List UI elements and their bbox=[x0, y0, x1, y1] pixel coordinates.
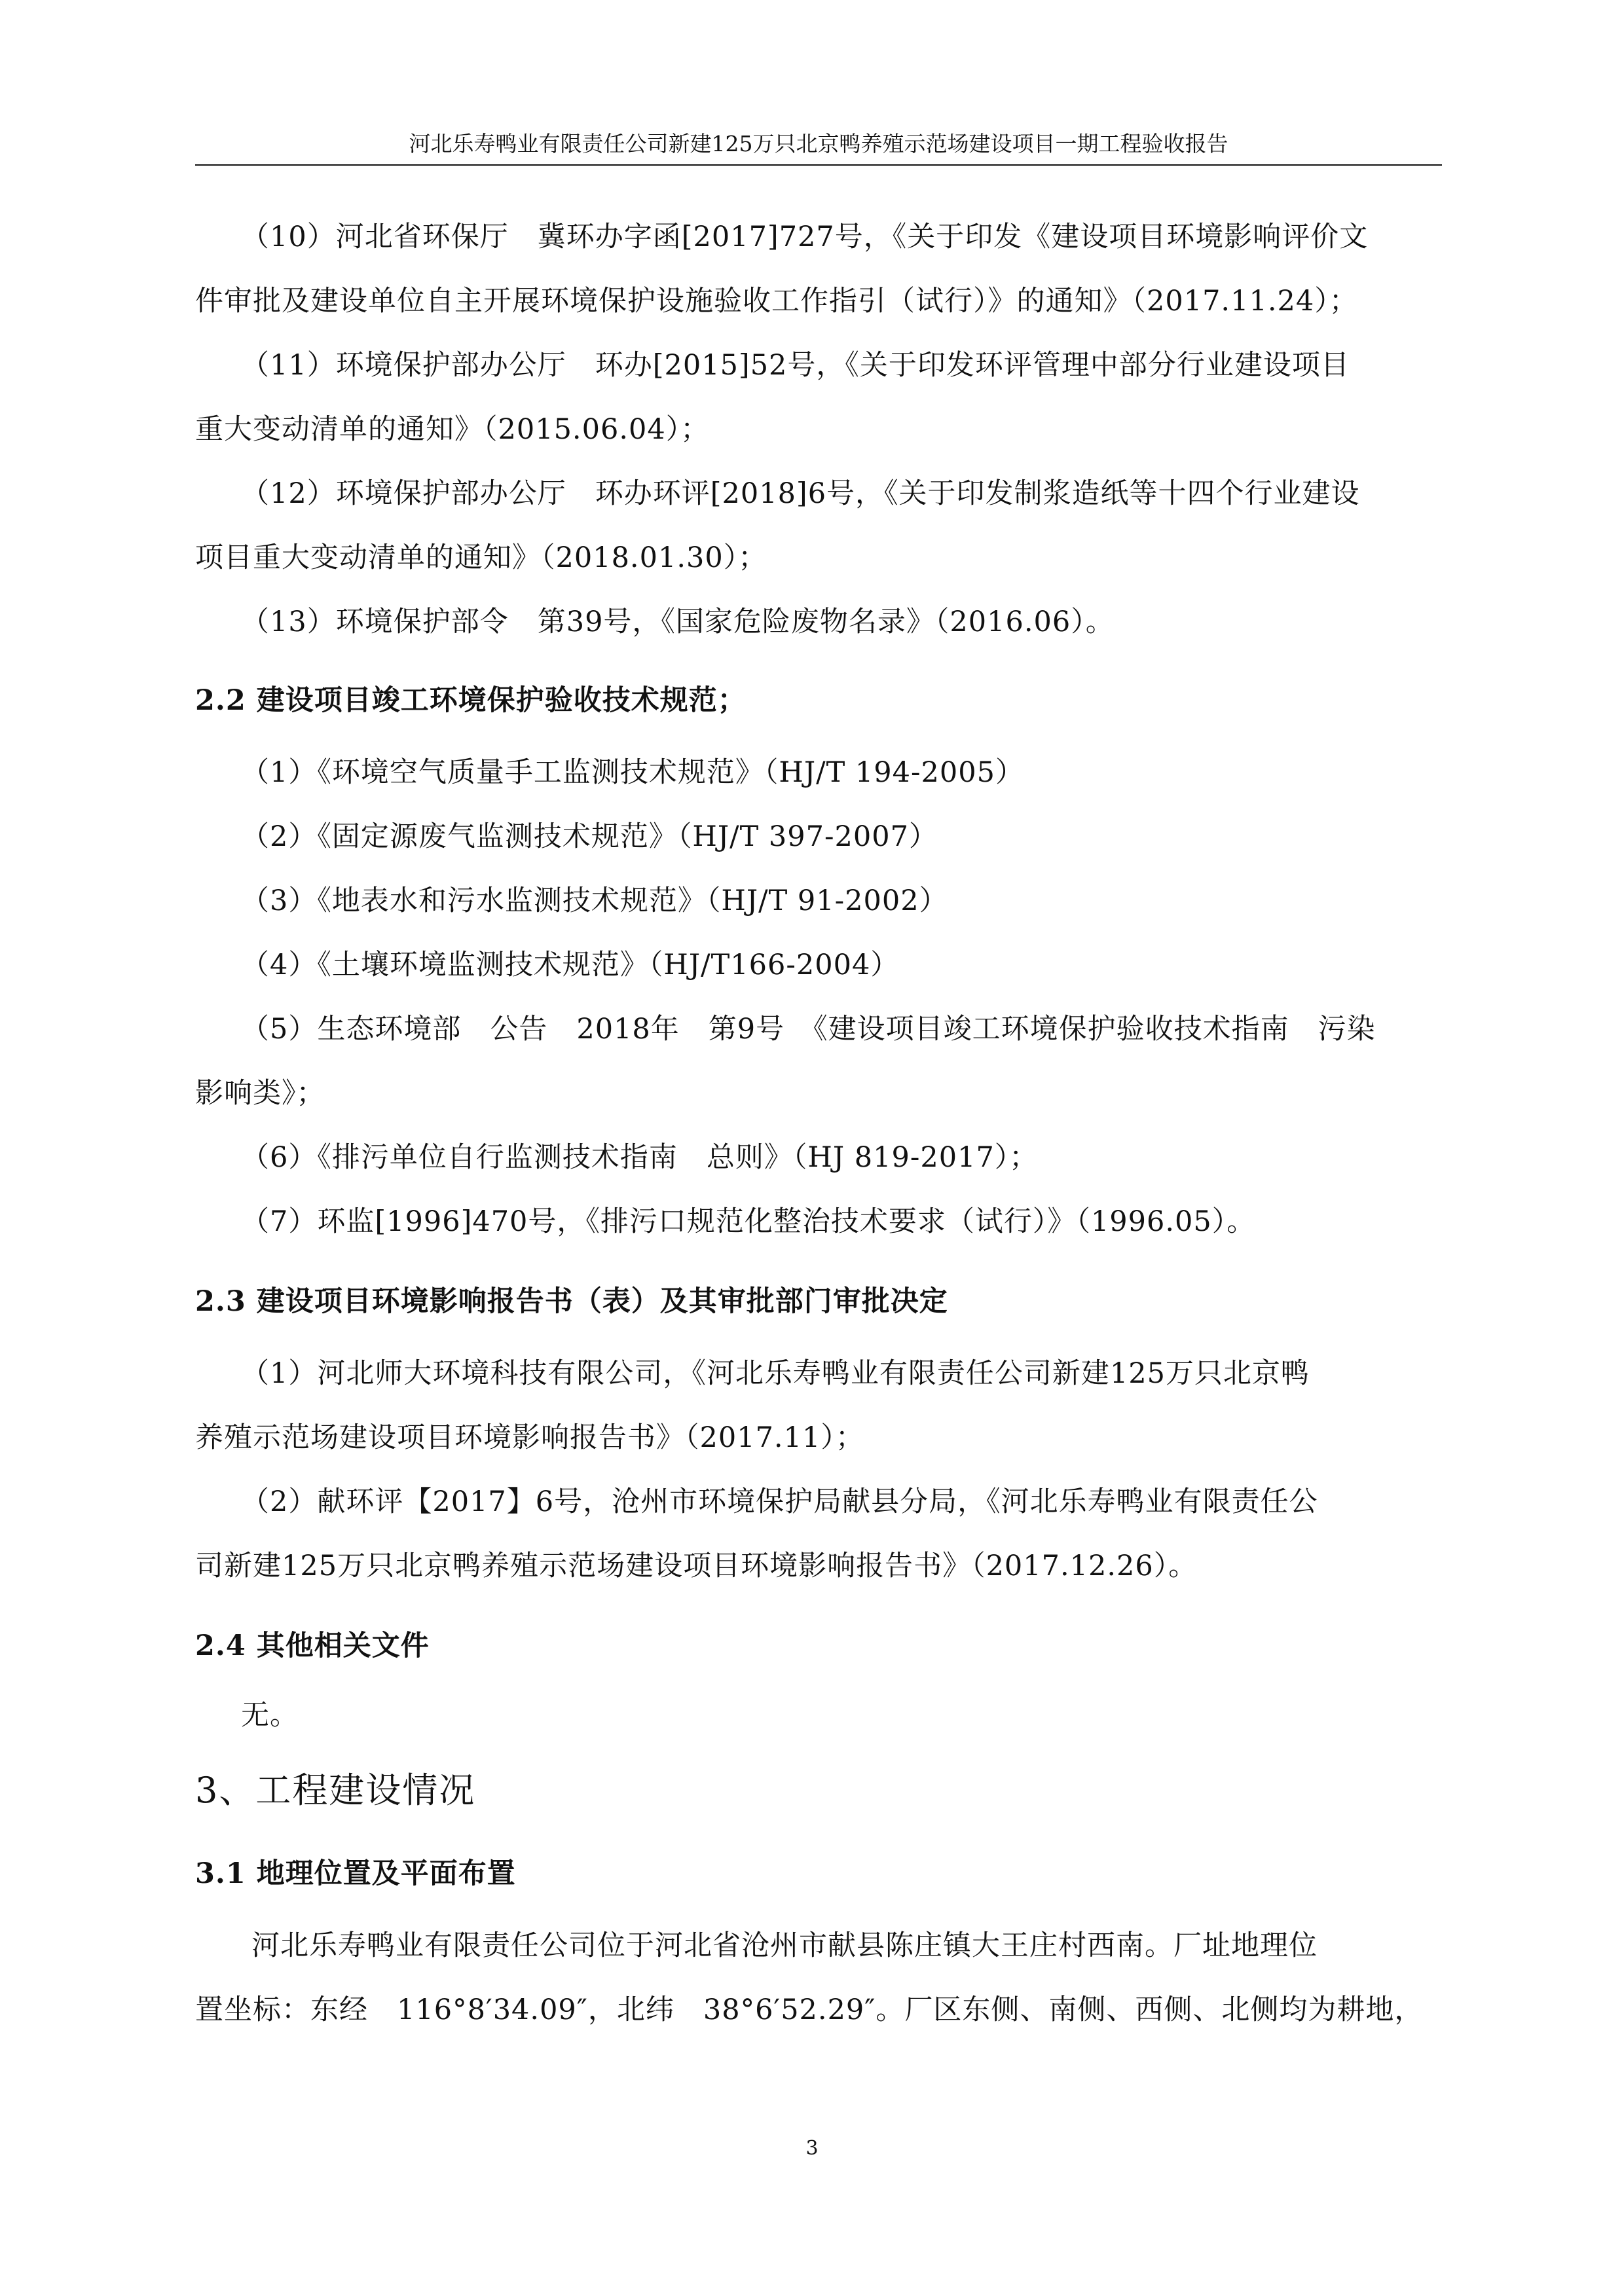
eia-item-2-line1: （2）献环评【2017】6号，沧州市环境保护局献县分局，《河北乐寿鸭业有限责任公 bbox=[241, 1485, 1318, 1518]
reg-item-11-line1: （11）环境保护部办公厅 环办[2015]52号，《关于印发环评管理中部分行业建设项目 bbox=[241, 349, 1350, 382]
spec-item-2: （2）《固定源废气监测技术规范》（HJ/T 397-2007） bbox=[241, 820, 938, 853]
chapter-heading-3: 3、工程建设情况 bbox=[195, 1770, 476, 1811]
spec-item-1: （1）《环境空气质量手工监测技术规范》（HJ/T 194-2005） bbox=[241, 756, 1024, 789]
spec-item-6: （6）《排污单位自行监测技术指南 总则》（HJ 819-2017）； bbox=[241, 1141, 1039, 1174]
reg-item-13: （13）环境保护部令 第39号，《国家危险废物名录》（2016.06）。 bbox=[241, 606, 1115, 638]
reg-item-11-line2: 重大变动清单的通知》（2015.06.04）； bbox=[195, 413, 710, 446]
reg-item-10-line1: （10）河北省环保厅 冀环办字函[2017]727号，《关于印发《建设项目环境影响评价文 bbox=[241, 221, 1369, 253]
page-number: 3 bbox=[805, 2137, 819, 2160]
location-paragraph-line1: 河北乐寿鸭业有限责任公司位于河北省沧州市献县陈庄镇大王庄村西南。厂址地理位 bbox=[251, 1929, 1318, 1962]
reg-item-12-line1: （12）环境保护部办公厅 环办环评[2018]6号，《关于印发制浆造纸等十四个行业建设 bbox=[241, 477, 1360, 510]
spec-item-7: （7）环监[1996]470号，《排污口规范化整治技术要求（试行）》（1996.05）。 bbox=[241, 1205, 1256, 1238]
eia-item-2-line2: 司新建125万只北京鸭养殖示范场建设项目环境影响报告书》（2017.12.26）。 bbox=[195, 1550, 1198, 1582]
section-heading-2-3: 2.3 建设项目环境影响报告书（表）及其审批部门审批决定 bbox=[195, 1285, 948, 1318]
running-header: 河北乐寿鸭业有限责任公司新建125万只北京鸭养殖示范场建设项目一期工程验收报告 bbox=[409, 131, 1228, 156]
header-divider bbox=[195, 164, 1442, 166]
spec-item-5-line1: （5）生态环境部 公告 2018年 第9号 《建设项目竣工环境保护验收技术指南 污染 bbox=[241, 1013, 1376, 1046]
reg-item-12-line2: 项目重大变动清单的通知》（2018.01.30）； bbox=[195, 541, 767, 574]
section-heading-3-1: 3.1 地理位置及平面布置 bbox=[195, 1857, 516, 1890]
other-files-body: 无。 bbox=[241, 1699, 299, 1732]
spec-item-3: （3）《地表水和污水监测技术规范》（HJ/T 91-2002） bbox=[241, 884, 948, 917]
section-heading-2-4: 2.4 其他相关文件 bbox=[195, 1630, 430, 1662]
reg-item-10-line2: 件审批及建设单位自主开展环境保护设施验收工作指引（试行）》的通知》（2017.11.24）； bbox=[195, 285, 1358, 318]
eia-item-1-line2: 养殖示范场建设项目环境影响报告书》（2017.11）； bbox=[195, 1421, 864, 1454]
section-heading-2-2: 2.2 建设项目竣工环境保护验收技术规范； bbox=[195, 684, 747, 717]
spec-item-5-line2: 影响类》； bbox=[195, 1077, 325, 1110]
location-paragraph-line2: 置坐标：东经 116°8′34.09″，北纬 38°6′52.29″。厂区东侧、南侧、西侧、北侧均为耕地， bbox=[195, 1994, 1424, 2026]
eia-item-1-line1: （1）河北师大环境科技有限公司，《河北乐寿鸭业有限责任公司新建125万只北京鸭 bbox=[241, 1357, 1310, 1390]
spec-item-4: （4）《土壤环境监测技术规范》（HJ/T166-2004） bbox=[241, 949, 900, 981]
